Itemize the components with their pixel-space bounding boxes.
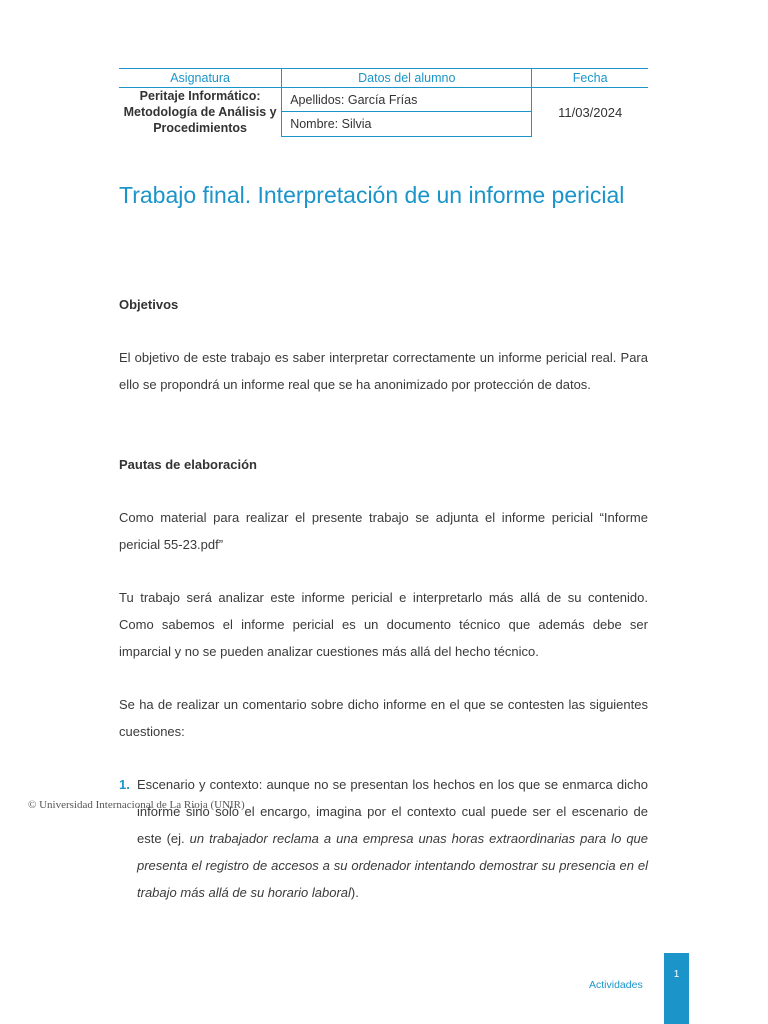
- name-cell: Nombre: Silvia: [282, 112, 532, 136]
- page-number-tab: [664, 953, 689, 1024]
- header-col-subject: Asignatura: [119, 69, 282, 88]
- header-row: [119, 69, 648, 88]
- copyright-notice: © Universidad Internacional de La Rioja (UNIR): [28, 799, 245, 811]
- list-text-italic: un trabajador reclama a una empresa unas horas extraordinarias para lo que presenta el registro de accesos a su ordenador intentando demostrar su presencia en el trabajo más allá de su horario laboral: [137, 831, 649, 900]
- header-col-student: Datos del alumno: [282, 69, 532, 88]
- list-text-end: ).: [350, 885, 359, 900]
- list-item-text: [137, 771, 648, 906]
- list-number: 1.: [119, 777, 130, 792]
- objectives-paragraph: El objetivo de este trabajo es saber interpretar correctamente un informe pericial real. Para ello se propondrá un informe real que se ha anonimizado por protección de datos.: [119, 350, 648, 392]
- list-text-plain: Escenario y contexto: aunque no se presentan los hechos en los que se enmarca dicho informe sino solo el encargo, imagina por el contexto cual puede ser el escenario de este (ej.: [137, 777, 648, 846]
- page-number: 1: [673, 969, 680, 980]
- surname-cell: Apellidos: García Frías: [282, 88, 532, 112]
- material-paragraph: Como material para realizar el presente trabajo se adjunta el informe pericial “Informe pericial 55-23.pdf”: [119, 510, 648, 552]
- footer-section-label: Actividades: [589, 979, 643, 991]
- objectives-heading: Objetivos: [119, 297, 179, 312]
- page-title: Trabajo final. Interpretación de un informe pericial: [119, 182, 625, 208]
- date-cell: 11/03/2024: [532, 88, 648, 137]
- header-col-date: Fecha: [532, 69, 648, 88]
- task-paragraph: Tu trabajo será analizar este informe pericial e interpretarlo más allá de su contenido. Como sabemos el informe pericial es un documento técnico que además debe ser imparcial y no se pueden analizar cuestiones más allá del hecho técnico.: [119, 590, 648, 659]
- guidelines-heading: Pautas de elaboración: [119, 457, 257, 472]
- subject-cell: Peritaje Informático: Metodología de Análisis y Procedimientos: [123, 89, 277, 135]
- header-table: [119, 68, 648, 137]
- questions-intro-paragraph: Se ha de realizar un comentario sobre dicho informe en el que se contesten las siguientes cuestiones:: [119, 697, 648, 739]
- header-data-row: [119, 88, 648, 112]
- list-item: [119, 771, 648, 906]
